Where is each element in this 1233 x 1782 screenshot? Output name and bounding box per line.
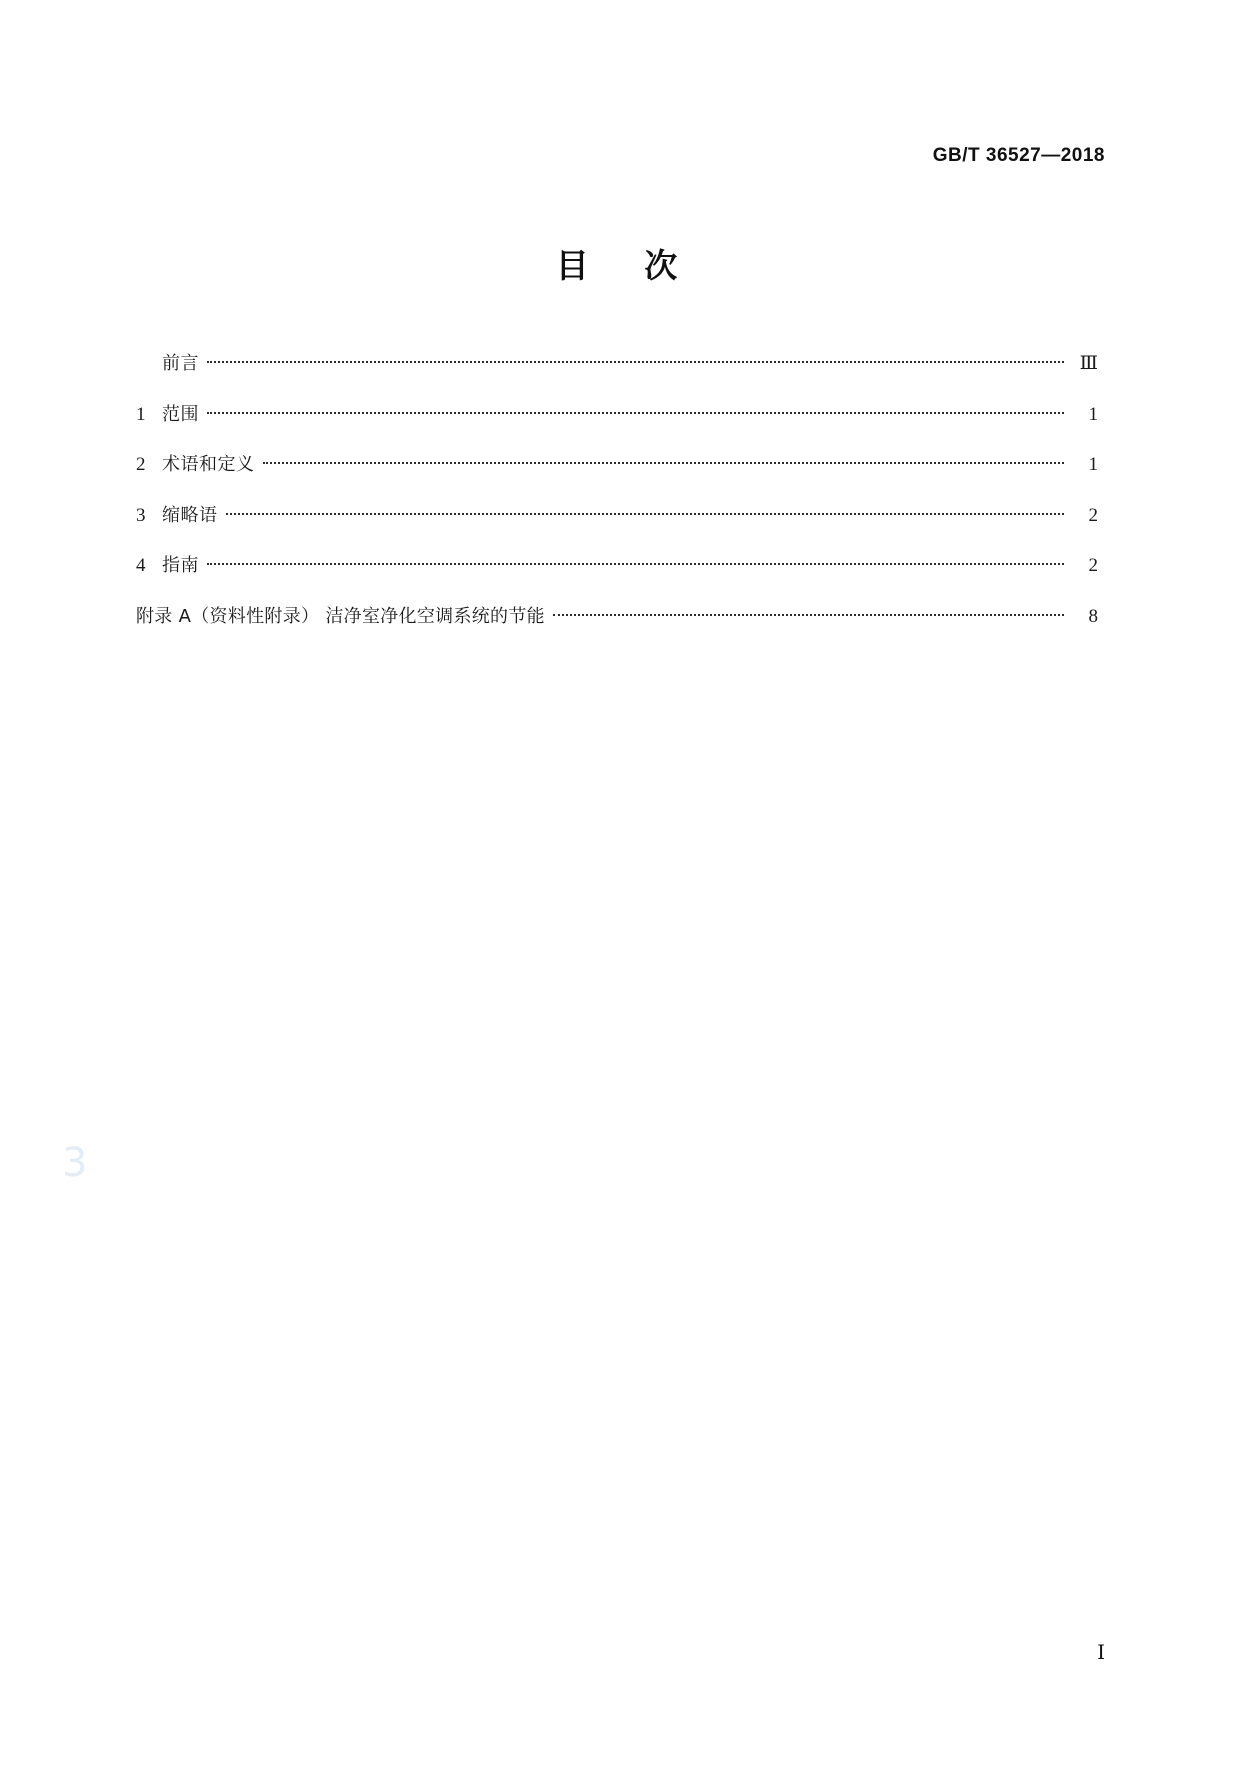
toc-entry-page: 1: [1088, 454, 1098, 475]
toc-entry-page: 2: [1088, 504, 1098, 526]
table-of-contents: [136, 350, 1098, 653]
toc-entry-number: 2: [136, 454, 146, 475]
toc-entry-page: 2: [1088, 555, 1098, 576]
toc-leader-dots: [263, 451, 1065, 470]
toc-entry-label: 范围: [162, 403, 199, 425]
toc-entry-label: 前言: [162, 353, 199, 374]
toc-entry-label: 附录 A（资料性附录） 洁净室净化空调系统的节能: [136, 605, 545, 627]
toc-leader-dots: [207, 552, 1064, 571]
toc-entry-label: 缩略语: [162, 504, 218, 526]
toc-entry-label: 指南: [162, 555, 199, 576]
toc-entry-number: 4: [136, 555, 146, 576]
page-title: 目 次: [555, 246, 700, 285]
toc-leader-dots: [207, 350, 1064, 369]
standard-number: GB/T 36527—2018: [932, 145, 1105, 166]
toc-entry-page: Ⅲ: [1079, 353, 1098, 374]
toc-leader-dots: [553, 603, 1064, 622]
toc-entry-label: 术语和定义: [162, 454, 255, 475]
scan-artifact-mark: 3: [62, 1140, 88, 1186]
toc-leader-dots: [207, 401, 1064, 420]
toc-leader-dots: [226, 502, 1065, 521]
page-folio: Ⅰ: [1097, 1642, 1105, 1664]
toc-entry-scope[interactable]: [136, 401, 1098, 430]
toc-entry-guide[interactable]: [136, 552, 1098, 581]
toc-entry-preface[interactable]: [136, 350, 1098, 379]
toc-entry-number: 1: [136, 403, 146, 425]
toc-entry-terms-and-definitions[interactable]: [136, 451, 1098, 480]
toc-entry-annex-a[interactable]: [136, 603, 1098, 632]
toc-entry-number: 3: [136, 504, 146, 526]
toc-entry-page: 8: [1088, 605, 1098, 627]
toc-entry-page: 1: [1088, 403, 1098, 425]
toc-entry-abbreviations[interactable]: [136, 502, 1098, 531]
